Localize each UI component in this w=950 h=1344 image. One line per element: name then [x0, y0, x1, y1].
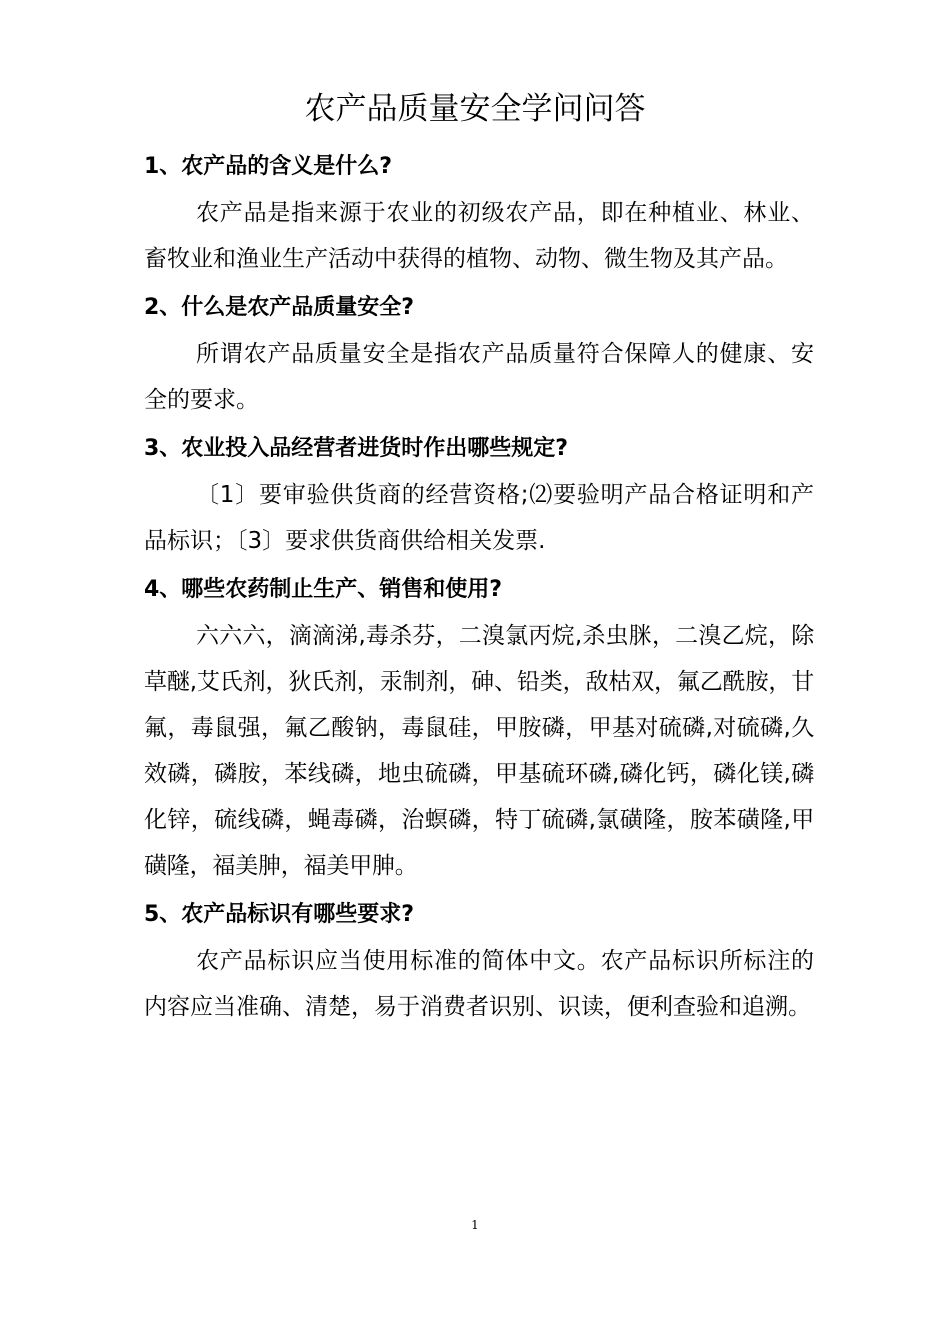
page-number: 1 [471, 1218, 479, 1232]
answer-4: 六六六，滴滴涕,毒杀芬，二溴氯丙烷,杀虫脒，二溴乙烷，除草醚,艾氏剂，狄氏剂，汞制剂，砷、铅类，敌枯双，氟乙酰胺，甘氟，毒鼠强，氟乙酸钠，毒鼠硅，甲胺磷，甲基对硫磷,对硫磷,久效磷，磷胺，苯线磷，地虫硫磷，甲基硫环磷,磷化钙，磷化镁,磷化锌，硫线磷，蝇毒磷，治螟磷，特丁硫磷,氯磺隆，胺苯磺隆,甲磺隆，福美胂，福美甲胂。 [144, 623, 814, 879]
answer-2: 所谓农产品质量安全是指农产品质量符合保障人的健康、安全的要求。 [144, 341, 814, 413]
question-4: 4、哪些农药制止生产、销售和使用? [144, 577, 503, 602]
question-5: 5、农产品标识有哪些要求? [144, 902, 415, 927]
answer-1: 农产品是指来源于农业的初级农产品，即在种植业、林业、畜牧业和渔业生产活动中获得的植物、动物、微生物及其产品。 [144, 200, 814, 272]
answer-5: 农产品标识应当使用标准的简体中文。农产品标识所标注的内容应当准确、清楚，易于消费者识别、识读，便利查验和追溯。 [144, 948, 814, 1020]
answer-3: 〔1〕要审验供货商的经营资格;⑵要验明产品合格证明和产品标识；〔3〕要求供货商供给相关发票. [144, 482, 814, 554]
question-2: 2、什么是农产品质量安全? [144, 295, 415, 320]
question-1: 1、农产品的含义是什么? [144, 154, 393, 179]
document-title: 农产品质量安全学问问答 [304, 91, 646, 127]
question-3: 3、农业投入品经营者进货时作出哪些规定? [144, 436, 569, 461]
qa-list [144, 148, 814, 1037]
